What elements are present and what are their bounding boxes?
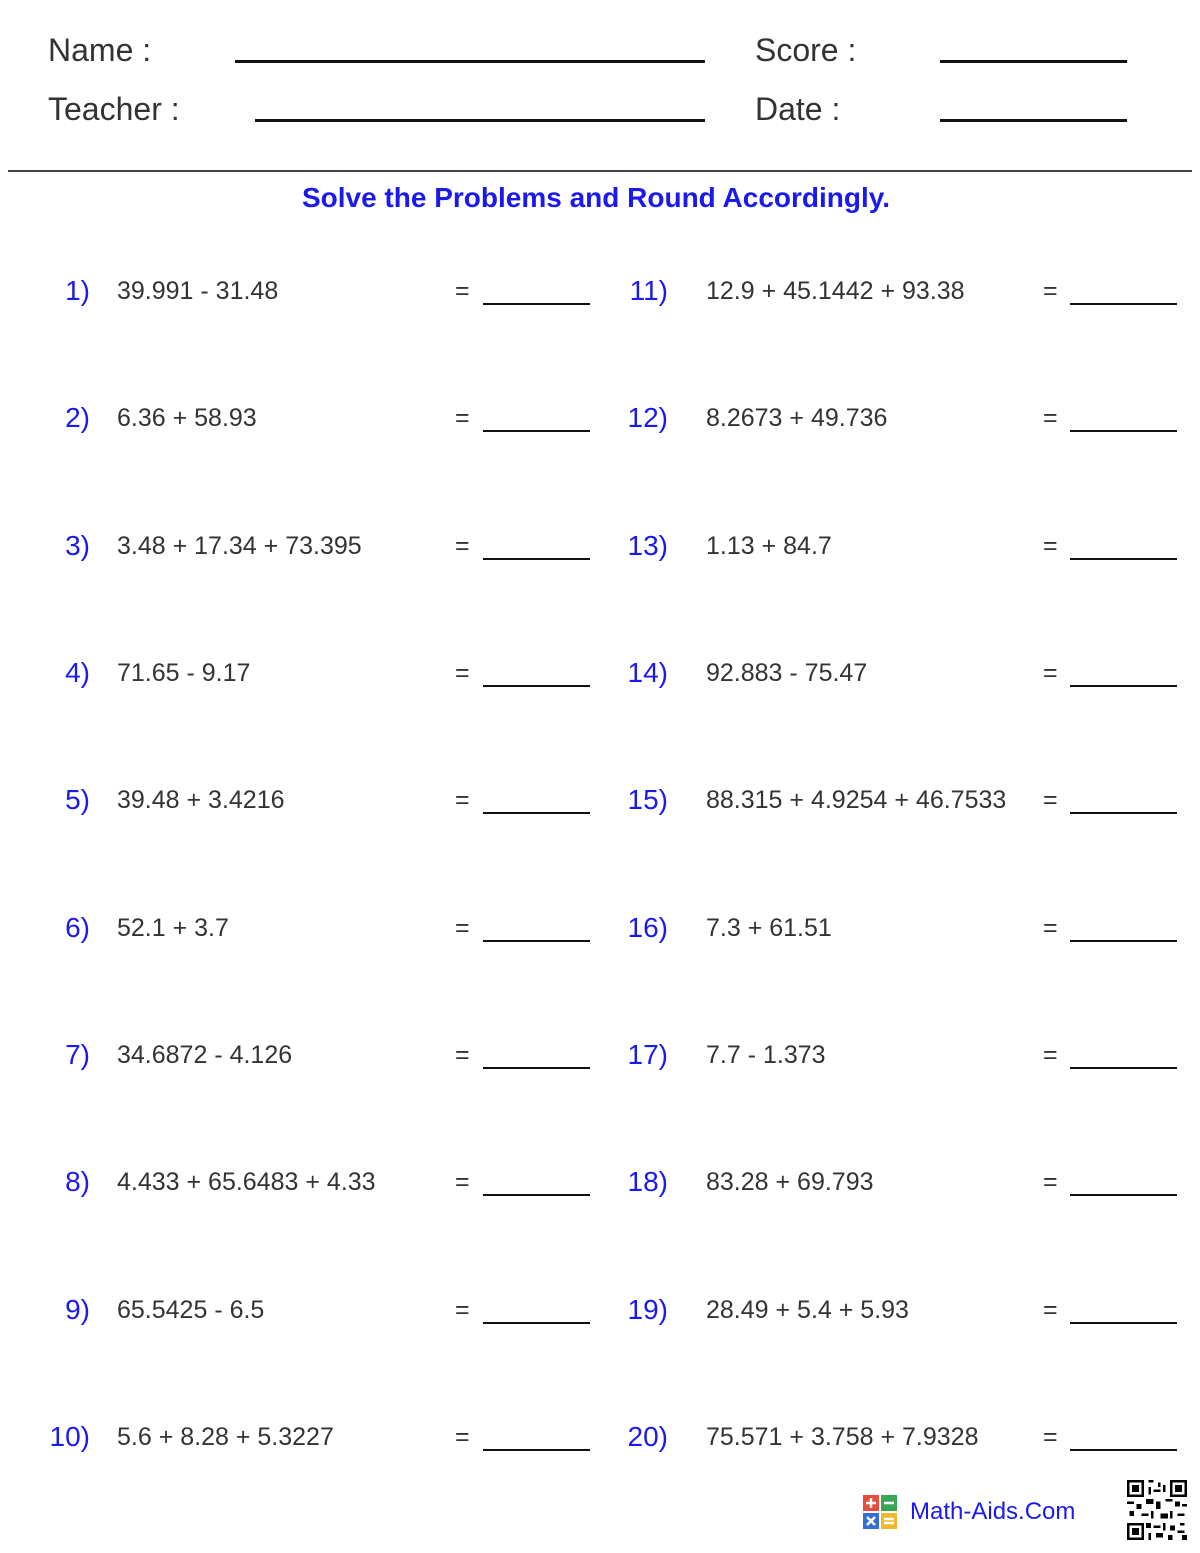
equals-sign: = bbox=[455, 532, 470, 560]
score-field[interactable] bbox=[940, 60, 1127, 63]
name-field[interactable] bbox=[235, 60, 705, 63]
problem-number: 16) bbox=[627, 912, 668, 943]
problem-number: 5) bbox=[65, 784, 90, 815]
problem-expression: 39.48 + 3.4216 bbox=[117, 786, 285, 814]
equals-sign: = bbox=[455, 1041, 470, 1069]
problem-item bbox=[0, 1421, 1200, 1461]
problem-number: 17) bbox=[627, 1039, 668, 1070]
equals-sign: = bbox=[455, 1296, 470, 1324]
equals-sign: = bbox=[455, 914, 470, 942]
answer-blank[interactable] bbox=[1070, 685, 1177, 687]
problem-expression: 1.13 + 84.7 bbox=[706, 532, 832, 560]
problem-expression: 65.5425 - 6.5 bbox=[117, 1296, 265, 1324]
answer-blank[interactable] bbox=[1070, 558, 1177, 560]
equals-sign: = bbox=[455, 1168, 470, 1196]
problem-number: 18) bbox=[627, 1166, 668, 1197]
problem-expression: 92.883 - 75.47 bbox=[706, 659, 868, 687]
answer-blank[interactable] bbox=[1070, 1194, 1177, 1196]
date-field[interactable] bbox=[940, 119, 1127, 122]
answer-blank[interactable] bbox=[1070, 1067, 1177, 1069]
equals-sign: = bbox=[455, 277, 470, 305]
equals-sign: = bbox=[1043, 1168, 1058, 1196]
equals-sign: = bbox=[455, 659, 470, 687]
problem-number: 2) bbox=[65, 402, 90, 433]
calculator-icon bbox=[862, 1494, 898, 1530]
answer-blank[interactable] bbox=[1070, 303, 1177, 305]
problem-item bbox=[0, 657, 1200, 697]
problem-number: 9) bbox=[65, 1294, 90, 1325]
problem-number: 19) bbox=[627, 1294, 668, 1325]
answer-blank[interactable] bbox=[1070, 940, 1177, 942]
equals-sign: = bbox=[1043, 914, 1058, 942]
problem-expression: 6.36 + 58.93 bbox=[117, 404, 257, 432]
equals-sign: = bbox=[1043, 786, 1058, 814]
equals-sign: = bbox=[1043, 277, 1058, 305]
problem-item bbox=[0, 275, 1200, 315]
teacher-label: Teacher : bbox=[48, 91, 180, 127]
problem-item bbox=[0, 1166, 1200, 1206]
equals-sign: = bbox=[1043, 1041, 1058, 1069]
answer-blank[interactable] bbox=[1070, 1449, 1177, 1451]
problem-expression: 39.991 - 31.48 bbox=[117, 277, 279, 305]
header-divider bbox=[8, 170, 1192, 172]
problem-expression: 7.7 - 1.373 bbox=[706, 1041, 826, 1069]
problem-item bbox=[0, 1039, 1200, 1079]
equals-sign: = bbox=[1043, 1296, 1058, 1324]
problem-item bbox=[0, 402, 1200, 442]
problem-number: 3) bbox=[65, 530, 90, 561]
problem-number: 13) bbox=[627, 530, 668, 561]
problem-number: 7) bbox=[65, 1039, 90, 1070]
problem-number: 15) bbox=[627, 784, 668, 815]
problem-expression: 75.571 + 3.758 + 7.9328 bbox=[706, 1423, 979, 1451]
problem-expression: 34.6872 - 4.126 bbox=[117, 1041, 293, 1069]
answer-blank[interactable] bbox=[1070, 1322, 1177, 1324]
problem-item bbox=[0, 530, 1200, 570]
problem-expression: 5.6 + 8.28 + 5.3227 bbox=[117, 1423, 334, 1451]
qr-code-icon bbox=[1127, 1480, 1187, 1540]
problem-number: 10) bbox=[49, 1421, 90, 1452]
problem-expression: 3.48 + 17.34 + 73.395 bbox=[117, 532, 362, 560]
equals-sign: = bbox=[1043, 532, 1058, 560]
problem-expression: 8.2673 + 49.736 bbox=[706, 404, 888, 432]
problem-expression: 4.433 + 65.6483 + 4.33 bbox=[117, 1168, 376, 1196]
equals-sign: = bbox=[1043, 404, 1058, 432]
problem-number: 6) bbox=[65, 912, 90, 943]
teacher-field[interactable] bbox=[255, 119, 705, 122]
problem-number: 8) bbox=[65, 1166, 90, 1197]
problem-expression: 7.3 + 61.51 bbox=[706, 914, 832, 942]
equals-sign: = bbox=[455, 786, 470, 814]
problem-expression: 12.9 + 45.1442 + 93.38 bbox=[706, 277, 965, 305]
worksheet-title: Solve the Problems and Round Accordingly. bbox=[301, 182, 891, 213]
answer-blank[interactable] bbox=[1070, 812, 1177, 814]
problem-number: 4) bbox=[65, 657, 90, 688]
brand-link[interactable]: Math-Aids.Com bbox=[910, 1498, 1076, 1525]
score-label: Score : bbox=[755, 32, 857, 68]
equals-sign: = bbox=[1043, 1423, 1058, 1451]
equals-sign: = bbox=[455, 1423, 470, 1451]
problem-item bbox=[0, 784, 1200, 824]
problem-expression: 52.1 + 3.7 bbox=[117, 914, 229, 942]
problem-item bbox=[0, 1294, 1200, 1334]
date-label: Date : bbox=[755, 91, 841, 127]
problem-expression: 83.28 + 69.793 bbox=[706, 1168, 874, 1196]
problem-number: 12) bbox=[627, 402, 668, 433]
answer-blank[interactable] bbox=[1070, 430, 1177, 432]
name-label: Name : bbox=[48, 32, 152, 68]
problem-item bbox=[0, 912, 1200, 952]
problem-number: 14) bbox=[627, 657, 668, 688]
problem-number: 20) bbox=[627, 1421, 668, 1452]
problem-expression: 88.315 + 4.9254 + 46.7533 bbox=[706, 786, 1007, 814]
problem-number: 11) bbox=[629, 275, 668, 306]
problem-expression: 71.65 - 9.17 bbox=[117, 659, 251, 687]
problem-number: 1) bbox=[65, 275, 90, 306]
equals-sign: = bbox=[1043, 659, 1058, 687]
equals-sign: = bbox=[455, 404, 470, 432]
problem-expression: 28.49 + 5.4 + 5.93 bbox=[706, 1296, 909, 1324]
